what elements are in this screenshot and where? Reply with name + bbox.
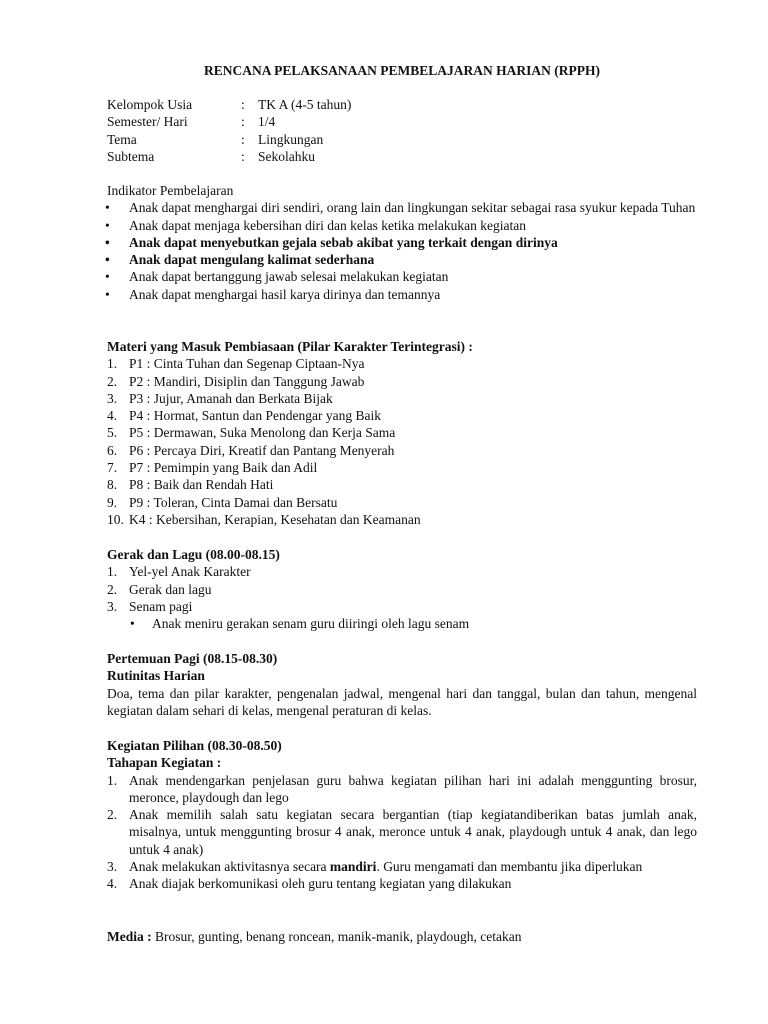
list-item-text: Anak mendengarkan penjelasan guru bahwa kegiatan pilihan hari ini adalah menggunting brosur, meronce, playdough dan lego	[129, 772, 697, 805]
list-number: 2.	[107, 581, 118, 597]
list-item	[107, 598, 697, 615]
info-row	[107, 131, 697, 148]
list-item-text: P7 : Pemimpin yang Baik dan Adil	[129, 460, 318, 476]
list-number: 6.	[107, 442, 118, 458]
list-item-text: K4 : Kebersihan, Kerapian, Kesehatan dan Keamanan	[129, 511, 421, 527]
info-value: 1/4	[258, 114, 276, 130]
info-row	[107, 148, 697, 165]
list-item-text: Senam pagi	[129, 598, 193, 614]
pertemuan-text: Doa, tema dan pilar karakter, pengenalan jadwal, mengenal hari dan tanggal, bulan dan tahun, mengenal kegiatan dalam sehari di kelas, mengenal peraturan di kelas.	[107, 685, 697, 718]
list-item-text: Anak meniru gerakan senam guru diiringi oleh lagu senam	[152, 616, 470, 632]
gerak-heading: Gerak dan Lagu (08.00-08.15)	[107, 547, 280, 562]
materi-section	[107, 338, 697, 528]
kegiatan-subheading: Tahapan Kegiatan :	[107, 755, 222, 771]
list-item-text: Anak dapat menjaga kebersihan diri dan kelas ketika melakukan kegiatan	[129, 217, 526, 233]
info-row	[107, 96, 697, 113]
info-value: Sekolahku	[258, 148, 315, 164]
info-colon: :	[241, 97, 245, 112]
list-item	[107, 286, 697, 303]
media-line	[107, 928, 697, 945]
item-text-part: . Guru mengamati dan membantu jika diperlukan	[376, 859, 643, 875]
list-item	[107, 373, 697, 390]
list-item	[107, 424, 697, 441]
list-item-text: Yel-yel Anak Karakter	[129, 564, 251, 580]
list-number: 3.	[107, 859, 118, 875]
list-item-text: Anak dapat mengulang kalimat sederhana	[129, 252, 375, 268]
list-item-text: P5 : Dermawan, Suka Menolong dan Kerja Sama	[129, 425, 396, 441]
info-label: Semester/ Hari	[107, 114, 188, 130]
list-item	[107, 875, 697, 892]
bullet-icon: •	[105, 286, 110, 302]
document-title: RENCANA PELAKSANAAN PEMBELAJARAN HARIAN (RPPH)	[203, 63, 600, 78]
list-item-text: Anak dapat bertanggung jawab selesai melakukan kegiatan	[129, 269, 449, 285]
list-item	[107, 476, 697, 493]
media-label: Media :	[107, 929, 152, 944]
list-number: 1.	[107, 772, 118, 788]
info-colon: :	[241, 114, 245, 130]
bullet-icon: •	[105, 252, 110, 268]
list-number: 1.	[107, 564, 118, 580]
list-item	[107, 199, 697, 216]
list-item	[107, 217, 697, 234]
list-item	[107, 390, 697, 407]
list-number: 7.	[107, 460, 118, 476]
list-item-text: Anak dapat menghargai diri sendiri, orang lain dan lingkungan sekitar sebagai rasa syukur kepada Tuhan	[129, 200, 696, 216]
bullet-icon: •	[130, 616, 135, 632]
kegiatan-section	[107, 737, 697, 893]
info-value: TK A (4-5 tahun)	[258, 97, 352, 112]
list-item-text: Anak dapat menyebutkan gejala sebab akibat yang terkait dengan dirinya	[129, 234, 558, 250]
list-item	[107, 234, 697, 251]
list-item-text: P3 : Jujur, Amanah dan Berkata Bijak	[129, 390, 333, 406]
list-item	[107, 581, 697, 598]
info-label: Tema	[107, 131, 137, 147]
list-item-text: P6 : Percaya Diri, Kreatif dan Pantang Menyerah	[129, 442, 395, 458]
list-item-text: Anak memilih salah satu kegiatan secara bergantian (tiap kegiatandiberikan batas jumlah anak, misalnya, untuk menggunting brosur 4 anak, meronce untuk 4 anak, playdough untuk 4 anak, dan lego untuk 4 anak)	[129, 807, 697, 857]
info-row	[107, 113, 697, 130]
list-number: 1.	[107, 356, 118, 372]
list-item-text: P9 : Toleran, Cinta Damai dan Bersatu	[129, 494, 338, 510]
list-number: 9.	[107, 494, 118, 510]
gerak-list	[107, 563, 697, 615]
item-text-part: Anak melakukan aktivitasnya secara	[129, 859, 330, 875]
indikator-heading: Indikator Pembelajaran	[107, 183, 234, 198]
list-item	[107, 355, 697, 372]
pertemuan-heading: Pertemuan Pagi (08.15-08.30)	[107, 651, 278, 666]
info-value: Lingkungan	[258, 131, 324, 147]
indikator-list	[107, 199, 697, 303]
list-item-text: Anak diajak berkomunikasi oleh guru tentang kegiatan yang dilakukan	[129, 876, 512, 892]
bullet-icon: •	[105, 234, 110, 250]
list-item	[107, 858, 697, 875]
pertemuan-section	[107, 650, 697, 719]
list-item	[107, 251, 697, 268]
list-item	[107, 268, 697, 285]
list-item-text: P8 : Baik dan Rendah Hati	[129, 477, 274, 493]
list-number: 2.	[107, 373, 118, 389]
bullet-icon: •	[105, 200, 110, 216]
pertemuan-subheading: Rutinitas Harian	[107, 668, 205, 684]
info-table	[107, 96, 697, 165]
list-item-text: P1 : Cinta Tuhan dan Segenap Ciptaan-Nya	[129, 356, 365, 372]
list-number: 3.	[107, 598, 118, 614]
list-number: 4.	[107, 876, 118, 892]
kegiatan-heading: Kegiatan Pilihan (08.30-08.50)	[107, 738, 282, 753]
list-item	[107, 563, 697, 580]
list-item	[107, 772, 697, 807]
list-item	[107, 459, 697, 476]
list-item-text: Anak dapat menghargai hasil karya dirinya dan temannya	[129, 286, 441, 302]
info-colon: :	[241, 148, 245, 164]
info-label: Kelompok Usia	[107, 97, 193, 112]
list-number: 2.	[107, 807, 118, 823]
kegiatan-list	[107, 772, 697, 893]
list-number: 8.	[107, 477, 118, 493]
list-number: 3.	[107, 390, 118, 406]
list-number: 5.	[107, 425, 118, 441]
list-item-text	[129, 859, 642, 874]
list-item-text: P4 : Hormat, Santun dan Pendengar yang Baik	[129, 408, 381, 424]
list-number: 10.	[107, 511, 124, 527]
list-item	[107, 806, 697, 858]
materi-list	[107, 355, 697, 528]
bullet-icon: •	[105, 269, 110, 285]
info-label: Subtema	[107, 148, 155, 164]
list-item	[107, 511, 697, 528]
gerak-section	[107, 546, 697, 632]
gerak-sub-list	[107, 615, 697, 632]
list-item	[107, 442, 697, 459]
materi-heading: Materi yang Masuk Pembiasaan (Pilar Karakter Terintegrasi) :	[107, 339, 473, 354]
indikator-section	[107, 182, 697, 303]
list-item	[130, 615, 697, 632]
list-item-text: P2 : Mandiri, Disiplin dan Tanggung Jawab	[129, 373, 365, 389]
info-colon: :	[241, 131, 245, 147]
list-item-text: Gerak dan lagu	[129, 581, 212, 597]
list-number: 4.	[107, 408, 118, 424]
item-text-bold: mandiri	[329, 859, 377, 875]
list-item	[107, 494, 697, 511]
media-text: Brosur, gunting, benang roncean, manik-manik, playdough, cetakan	[151, 929, 522, 944]
bullet-icon: •	[105, 217, 110, 233]
list-item	[107, 407, 697, 424]
